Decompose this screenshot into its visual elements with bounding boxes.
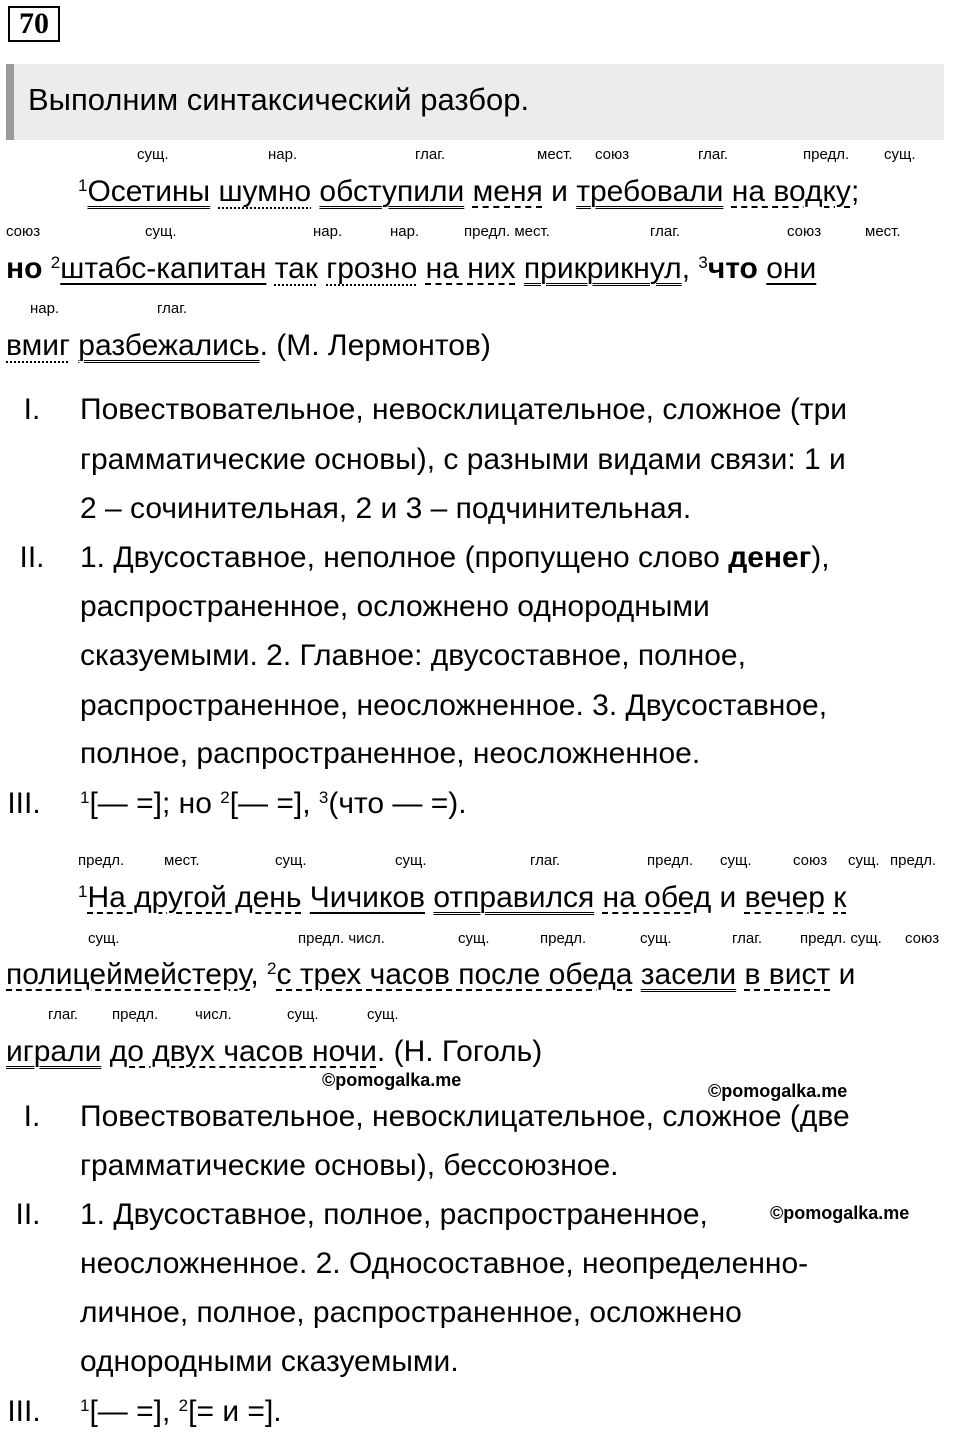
pos-tag: предл. [78,852,125,869]
analysis-line [80,540,830,576]
word: прикрикнул [523,252,682,285]
heading: Выполним синтаксический разбор. [28,82,530,117]
word: меня [472,175,543,208]
formula-part: [— =]; но [89,787,221,820]
formula-part: (что — =). [328,787,467,820]
pos-tag: союз [595,146,630,163]
section-numeral: II. [15,1198,41,1231]
pos-tag: мест. [537,146,573,163]
analysis-line: грамматические основы), бессоюзное. [80,1149,619,1182]
sentence-1-line-2 [6,251,816,287]
clause-number: 3 [698,253,708,272]
clause-number: 2 [220,788,230,807]
watermark: ©pomogalka.me [708,1081,848,1101]
pos-tag: сущ. [145,223,177,240]
clause-number: 2 [178,1396,189,1415]
clause-number: 1 [80,788,90,807]
text: 1. Двусоставное, неполное (пропущено слово [80,541,729,574]
pos-tag: союз [6,223,41,240]
pos-tag: союз [905,930,940,947]
clause-number: 1 [80,1396,90,1415]
section-numeral: III. [7,787,41,820]
pos-tag: глаг. [157,300,188,317]
pos-tag: сущ. [720,852,752,869]
word: вечер [744,881,825,914]
section-numeral: II. [19,541,45,574]
word: так [274,252,318,285]
pos-tag: сущ. [287,1006,319,1023]
pos-tag: глаг. [650,223,681,240]
clause-number: 1 [78,176,88,195]
word: шумно [218,175,312,208]
word: до двух часов ночи [109,1035,377,1068]
word: и [838,958,856,991]
word: разбежались [78,329,260,362]
word: отправился [433,881,595,914]
analysis-line: распространенное, неосложненное. 3. Двусоставное, [80,689,828,722]
sentence-2-line-2 [6,957,855,993]
pos-tag: сущ. [137,146,169,163]
pos-tag: нар. [268,146,298,163]
pos-tag: сущ. [367,1006,399,1023]
word: и [719,881,737,914]
section-numeral: III. [7,1395,41,1428]
pos-tag: глаг. [48,1006,79,1023]
pos-tag: предл. [803,146,850,163]
pos-tag: нар. [30,300,60,317]
text: ), [811,541,830,574]
pos-tag: сущ. [640,930,672,947]
formula-part: [— =], [89,1395,179,1428]
word: с трех часов после обеда [276,958,633,991]
word: на водку [731,175,851,208]
word: На другой день [87,881,302,914]
word: грозно [326,252,418,285]
sentence-2-line-1 [78,880,846,916]
analysis-line: распространенное, осложнено однородными [80,590,710,623]
pos-tag: предл. мест. [464,223,550,240]
word: что [707,252,758,285]
pos-tag: сущ. [88,930,120,947]
analysis-line: грамматические основы), с разными видами связи: 1 и [80,443,846,476]
pos-tag: предл. сущ. [800,930,882,947]
watermark: ©pomogalka.me [770,1203,910,1223]
pos-tag: нар. [390,223,420,240]
punctuation: , [681,252,691,285]
pos-tag: числ. [195,1006,232,1023]
pos-tag: сущ. [884,146,916,163]
sentence-2-line-3 [6,1034,542,1070]
formula-part: [— =], [229,787,319,820]
analysis-line: однородными сказуемыми. [80,1345,459,1378]
sentence-1-line-3 [6,328,491,364]
pos-tag: сущ. [848,852,880,869]
clause-number: 2 [50,253,61,272]
pos-tag: глаг. [530,852,561,869]
analysis-line: сказуемыми. 2. Главное: двусоставное, полное, [80,639,746,672]
word: играли [6,1035,102,1068]
pos-tag: предл. [112,1006,159,1023]
word: засели [640,958,737,991]
punctuation: ; [850,175,860,208]
pos-tag: глаг. [732,930,763,947]
analysis-line: полное, распространенное, неосложненное. [80,737,701,770]
word: на обед [602,881,712,914]
word: в вист [744,958,831,991]
word: обступили [319,175,465,208]
pos-tag: нар. [313,223,343,240]
pos-tag: предл. [647,852,694,869]
pos-tag: союз [787,223,822,240]
clause-number: 1 [78,882,88,901]
formula-part: [= и =]. [188,1395,282,1428]
heading-banner [6,64,944,140]
section-numeral: I. [23,393,41,426]
analysis-line: Повествовательное, невосклицательное, сложное (две [80,1100,850,1133]
section-numeral: I. [23,1100,41,1133]
word: вмиг [6,329,70,362]
clause-number: 3 [318,788,329,807]
word: Осетины [87,175,211,208]
pos-tag: мест. [865,223,901,240]
word: штабс-капитан [60,252,267,285]
watermark: ©pomogalka.me [322,1070,462,1090]
word: и [551,175,568,208]
word: на них [425,252,516,285]
analysis-line: 1. Двусоставное, полное, распространенное, [80,1198,708,1231]
task-number: 70 [8,6,60,42]
scheme-formula [80,1394,282,1434]
emphasized-word: денег [728,541,812,574]
sentence-1-line-1 [78,174,859,210]
pos-tag: глаг. [698,146,729,163]
word: но [6,252,43,285]
author: . (Н. Гоголь) [376,1035,543,1068]
author: . (М. Лермонтов) [259,329,491,362]
scheme-formula [80,786,467,826]
analysis-line: 2 – сочинительная, 2 и 3 – подчинительная. [80,492,692,525]
pos-tag: сущ. [395,852,427,869]
punctuation: , [250,958,259,991]
word: к [833,881,847,914]
pos-tag: союз [793,852,828,869]
pos-tag: предл. [540,930,587,947]
pos-tag: сущ. [275,852,307,869]
pos-tag: мест. [164,852,200,869]
pos-tag: предл. числ. [298,930,385,947]
analysis-line: неосложненное. 2. Односоставное, неопределенно- [80,1247,809,1280]
word: они [766,252,817,285]
pos-tag: сущ. [458,930,490,947]
pos-tag: предл. [890,852,937,869]
pos-tag: глаг. [415,146,446,163]
word: Чичиков [309,881,426,914]
word: требовали [576,175,724,208]
analysis-line: Повествовательное, невосклицательное, сложное (три [80,393,848,426]
analysis-line: личное, полное, распространенное, осложнено [80,1296,742,1329]
word: полицеймейстеру [6,958,251,991]
clause-number: 2 [267,959,277,978]
